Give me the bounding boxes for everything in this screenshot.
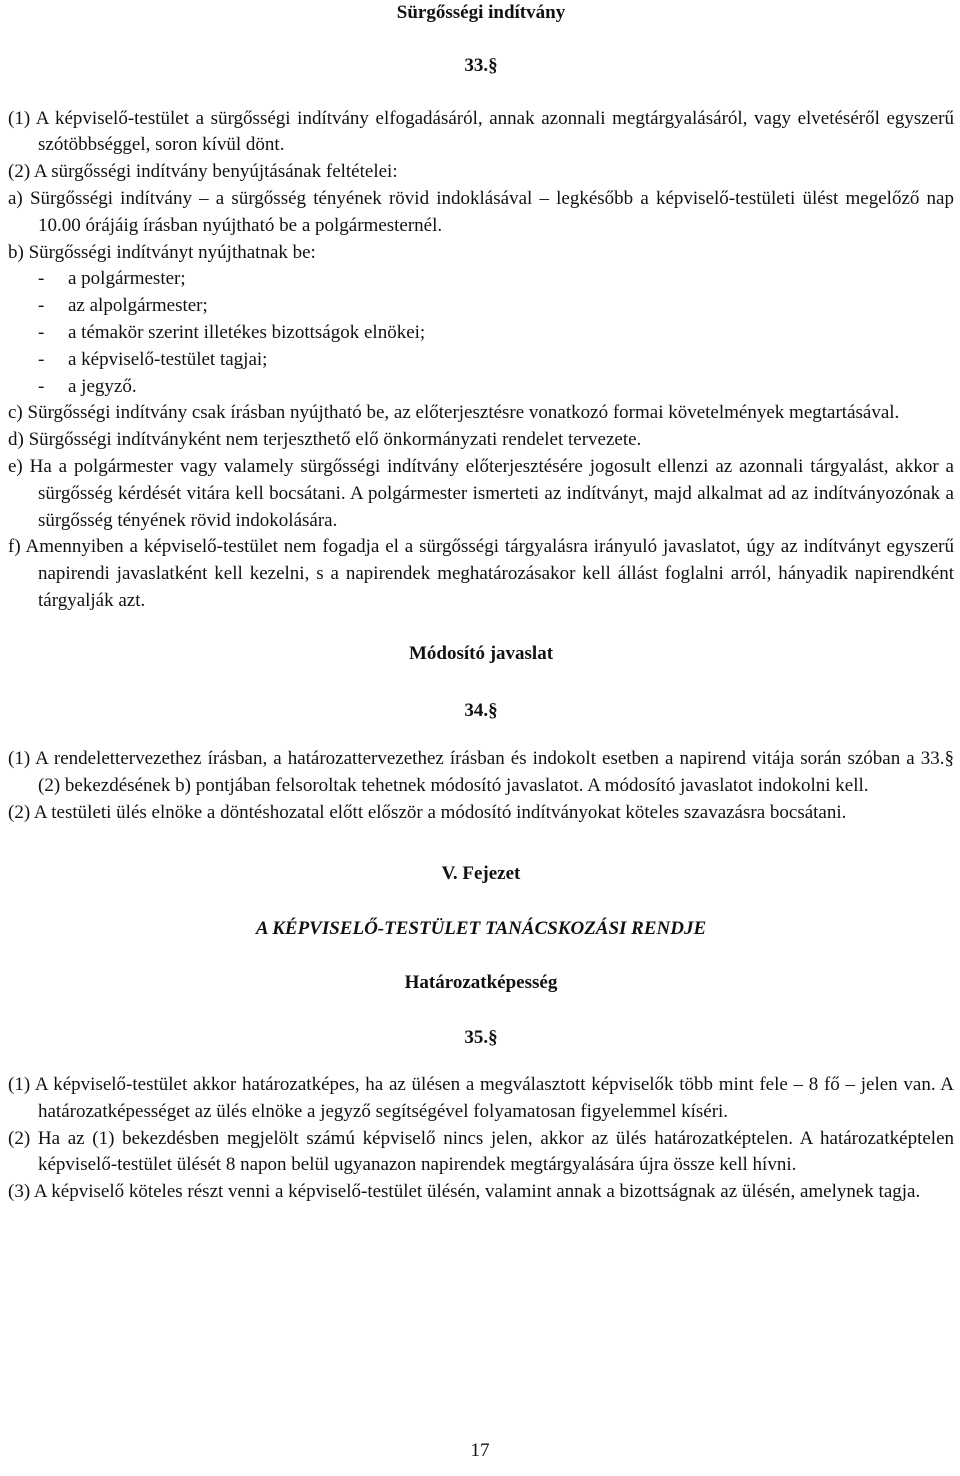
s35-paragraph-3: (3) A képviselő köteles részt venni a képviselő-testület ülésén, valamint annak a bizottságnak az ülésén, amelynek tagja. xyxy=(8,1181,921,1203)
s34-paragraph-2: (2) A testületi ülés elnöke a döntéshozatal előtt először a módosító indítványokat köteles szavazásra bocsátani. xyxy=(8,801,847,823)
list-item: - a jegyző. xyxy=(38,375,137,397)
s33-point-d: d) Sürgősségi indítványként nem terjeszthető elő önkormányzati rendelet tervezete. xyxy=(8,429,642,451)
s33-point-c: c) Sürgősségi indítvány csak írásban nyújtható be, az előterjesztésre vonatkozó formai követelmények megtartásával. xyxy=(8,402,900,424)
s33-paragraph-1: (1) A képviselő-testület a sürgősségi indítvány elfogadásáról, annak azonnali megtárgyalásáról, vagy elvetéséről egyszerű szótöbbséggel, soron kívül dönt. xyxy=(8,107,954,156)
s35-paragraph-2: (2) Ha az (1) bekezdésben megjelölt számú képviselő nincs jelen, akkor az ülés határozatképtelen. A határozatképtelen képviselő-testület ülését 8 napon belül ugyanazon napirendek megtárgyalására újra össze kell hívni. xyxy=(8,1127,954,1176)
section-heading-34: Módosító javaslat xyxy=(408,642,554,664)
paragraph-number-33: 33.§ xyxy=(464,54,498,76)
s35-paragraph-1: (1) A képviselő-testület akkor határozatképes, ha az ülésen a megválasztott képviselők több mint fele – 8 fő – jelen van. A határozatképességet az ülés elnöke a jegyző segítségével folyamatosan figyelemmel kíséri. xyxy=(8,1073,954,1122)
s33-b-list xyxy=(8,266,954,400)
paragraph-number-35: 35.§ xyxy=(464,1027,498,1049)
section-heading-33: Sürgősségi indítvány xyxy=(396,2,566,23)
list-item: - az alpolgármester; xyxy=(38,295,208,317)
list-item: - a képviselő-testület tagjai; xyxy=(38,348,268,370)
s33-point-a: a) Sürgősségi indítvány – a sürgősség tényének rövid indoklásával – legkésőbb a képviselő-testületi ülést megelőző nap 10.00 órájáig írásban nyújtható be a polgármesternél. xyxy=(8,187,954,236)
section-heading-35: Határozatképesség xyxy=(404,972,558,994)
page-number: 17 xyxy=(470,1440,490,1461)
s33-point-f: f) Amennyiben a képviselő-testület nem fogadja el a sürgősségi tárgyalásra irányuló javaslatot, úgy az indítványt egyszerű napirendi javaslatként kell kezelni, s a napirendek meghatározásakor kell állást foglalni arról, hányadik napirendként tárgyalják azt. xyxy=(8,536,954,611)
list-item: - a témakör szerint illetékes bizottságok elnökei; xyxy=(38,321,426,343)
s33-point-e: e) Ha a polgármester vagy valamely sürgősségi indítvány előterjesztésére jogosult ellenzi az azonnali tárgyalást, akkor a sürgősség kérdését vitára kell bocsátani. A polgármester ismerteti az indítványt, majd alkalmat ad az indítványozónak a sürgősség tényének rövid indokolására. xyxy=(8,455,954,531)
chapter-number: V. Fejezet xyxy=(441,862,521,884)
document-page xyxy=(8,0,954,1206)
s34-paragraph-1: (1) A rendelettervezethez írásban, a határozattervezethez írásban és indokolt esetben a napirend vitája során szóban a 33.§ (2) bekezdésének b) pontjában felsoroltak tehetnek módosító javaslatot. A módosító javaslatot indokolni kell. xyxy=(8,748,954,797)
s33-paragraph-2: (2) A sürgősségi indítvány benyújtásának feltételei: xyxy=(8,161,398,183)
chapter-title: A KÉPVISELŐ-TESTÜLET TANÁCSKOZÁSI RENDJE xyxy=(255,917,707,939)
s33-point-b: b) Sürgősségi indítványt nyújthatnak be: xyxy=(8,241,316,263)
paragraph-number-34: 34.§ xyxy=(464,699,498,721)
list-item: - a polgármester; xyxy=(38,268,186,290)
